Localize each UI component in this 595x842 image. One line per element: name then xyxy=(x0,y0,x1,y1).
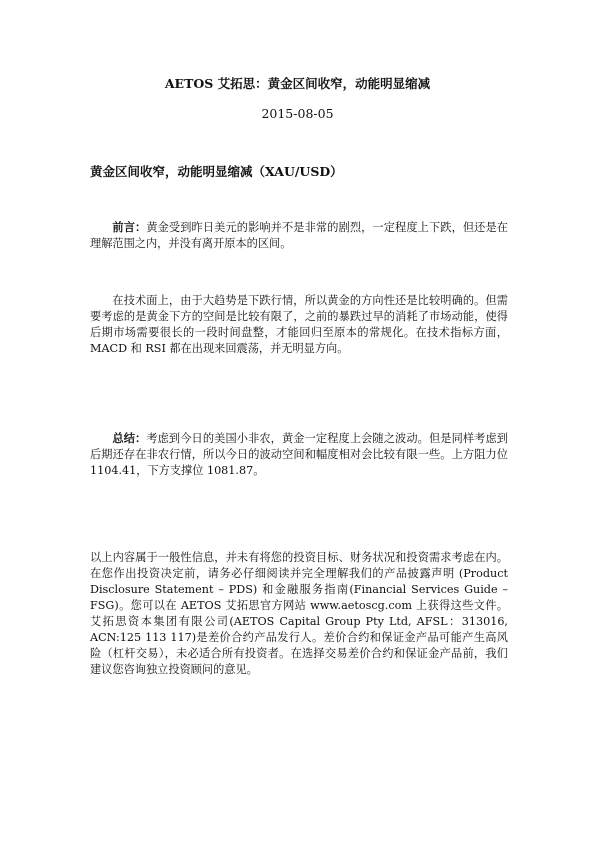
intro-text: 黄金受到昨日美元的影响并不是非常的剧烈，一定程度上下跌，但还是在理解范围之内，并没有离开原本的区间。 xyxy=(90,221,508,250)
section-subtitle: 黄金区间收窄，动能明显缩减（XAU/USD） xyxy=(90,164,343,179)
document-date: 2015-08-05 xyxy=(261,106,334,121)
intro-label: 前言： xyxy=(112,220,147,234)
summary-paragraph xyxy=(90,430,508,479)
disclaimer-paragraph: 以上内容属于一般性信息，并未有将您的投资目标、财务状况和投资需求考虑在内。在您作出投资决定前，请务必仔细阅读并完全理解我们的产品披露声明 (Product Disclosure Statement – PDS) 和金融服务指南(Financial Services Guide – FSG)。您可以在 AETOS 艾拓思官方网站 www.aetoscg.com 上获得这些文件。艾拓思资本集团有限公司(AETOS Capital Group Pty Ltd, AFSL：313016, ACN:125 113 117)是差价合约产品发行人。差价合约和保证金产品可能产生高风险（杠杆交易），未必适合所有投资者。在选择交易差价合约和保证金产品前，我们建议您咨询独立投资顾问的意见。 xyxy=(90,551,508,676)
document-title: AETOS 艾拓思：黄金区间收窄，动能明显缩减 xyxy=(164,76,431,91)
summary-label: 总结： xyxy=(112,431,147,445)
summary-text: 考虑到今日的美国小非农，黄金一定程度上会随之波动。但是同样考虑到后期还存在非农行情，所以今日的波动空间和幅度相对会比较有限一些。上方阻力位 1104.41，下方支撑位 1081.87。 xyxy=(90,432,508,477)
intro-paragraph xyxy=(90,219,508,252)
technical-paragraph: 在技术面上，由于大趋势是下跌行情，所以黄金的方向性还是比较明确的。但需要考虑的是黄金下方的空间是比较有限了，之前的暴跌过早的消耗了市场动能，使得后期市场需要很长的一段时间盘整，才能回归至原本的常规化。在技术指标方面，MACD 和 RSI 都在出现来回震荡，并无明显方向。 xyxy=(90,294,508,355)
